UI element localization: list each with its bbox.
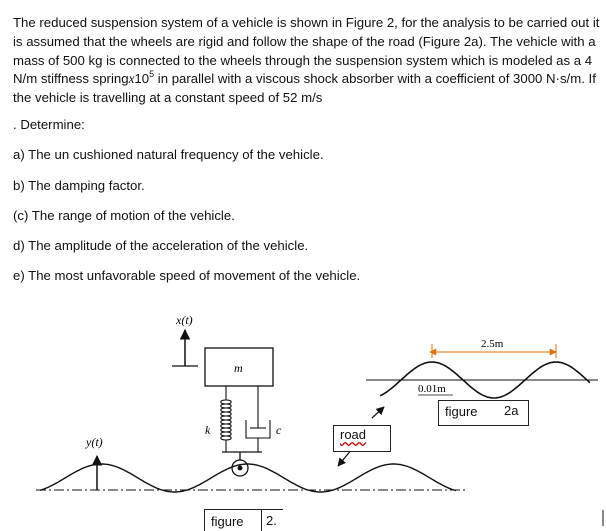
question-b: b) The damping factor. <box>13 177 145 193</box>
figure-2-number-box <box>261 509 283 531</box>
x-symbol: x <box>128 71 135 87</box>
figure-2a-number-box <box>499 400 529 426</box>
road-label-box <box>333 425 391 452</box>
wavelength-label: 2.5m <box>481 338 504 350</box>
figure-2a-caption-box <box>438 400 500 426</box>
question-c: (c) The range of motion of the vehicle. <box>13 207 235 223</box>
amplitude-label: 0.01m <box>418 383 446 395</box>
spring <box>221 386 232 452</box>
fig2a-pointer <box>372 407 384 418</box>
question-a: a) The un cushioned natural frequency of the vehicle. <box>13 147 324 163</box>
spring-label: k <box>205 423 211 437</box>
figure-2-caption-number: 2. <box>266 513 277 528</box>
figure-2a-caption-number: 2a <box>504 403 519 418</box>
question-d: d) The amplitude of the acceleration of the vehicle. <box>13 238 309 254</box>
question-e: e) The most unfavorable speed of movement of the vehicle. <box>13 268 361 284</box>
x-label: x(t) <box>176 313 193 327</box>
determine-label: . Determine: <box>13 116 85 132</box>
intro-part-2: in parallel with a viscous shock absorber with a coefficient of 3000 N·s/m. If the vehicle is travelling at a constant speed of 52 m/s <box>13 71 596 106</box>
mass-label: m <box>234 361 243 375</box>
problem-statement <box>13 14 603 286</box>
figure-2a-caption-word: figure <box>445 404 478 419</box>
damper-label: c <box>276 423 282 437</box>
figure-2-caption-box <box>204 509 262 531</box>
y-label: y(t) <box>86 435 103 449</box>
intro-part-1: The reduced suspension system of a vehicle is shown in Figure 2, for the analysis to be carried out it is assumed that the wheels are rigid and follow the shape of the road (Figure 2a). The vehicle with a mass of 500 kg is connected to the wheels through the suspension system which is modeled as a 4 N/m stiffness spring <box>13 15 600 87</box>
ten-base: 10 <box>134 71 150 87</box>
wheel-hub <box>238 466 243 471</box>
exponent: 5 <box>149 69 155 79</box>
figure-2-caption-word: figure <box>211 514 244 529</box>
damper <box>246 386 270 452</box>
problem-intro <box>13 14 603 108</box>
road-label: road <box>340 427 367 442</box>
